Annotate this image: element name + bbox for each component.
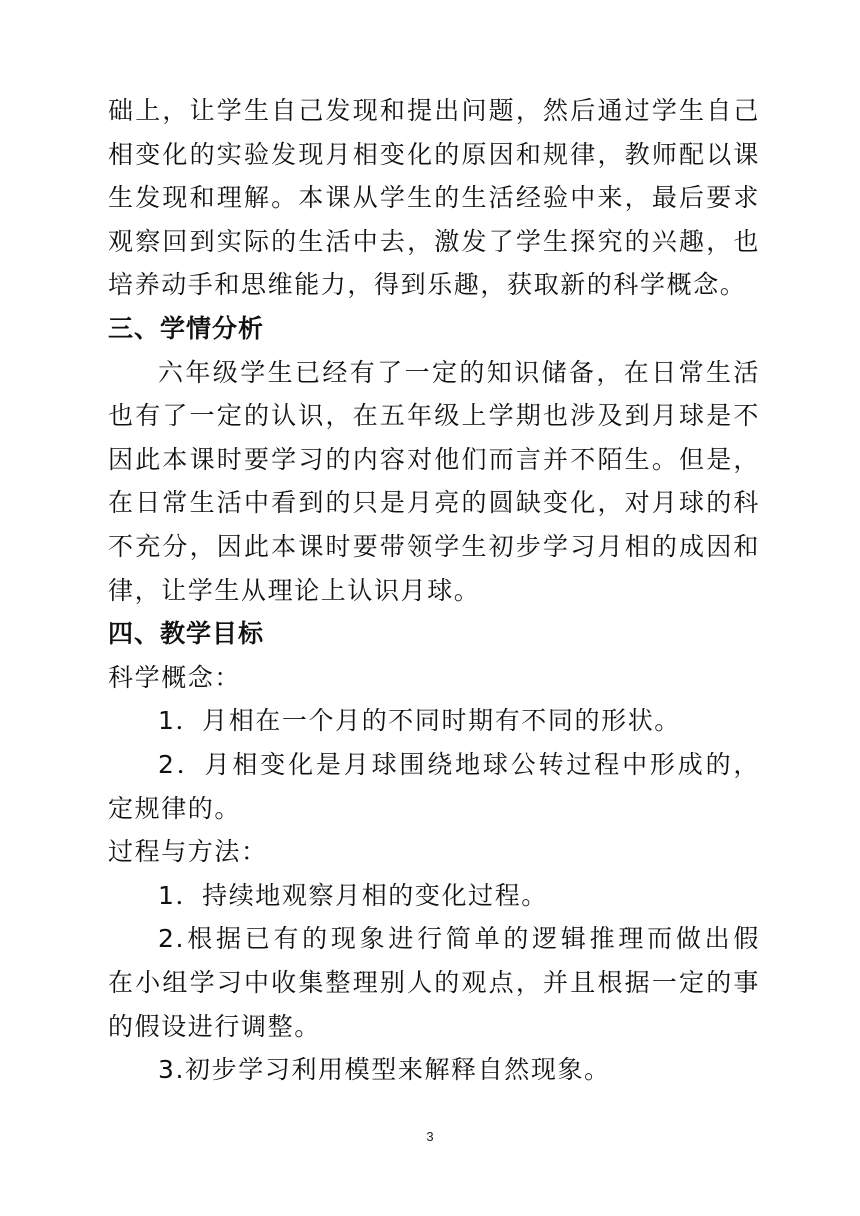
list-item-continuation: 定规律的。: [108, 793, 242, 823]
subsection-label: 科学概念：: [108, 662, 242, 692]
list-item-continuation: 的假设进行调整。: [108, 1011, 321, 1041]
list-item: 2.根据已有的现象进行简单的逻辑推理而做出假: [158, 924, 760, 954]
page-number: 3: [426, 1129, 434, 1144]
paragraph-line: 因此本课时要学习的内容对他们而言并不陌生。但是，: [108, 444, 760, 474]
list-item-continuation: 在小组学习中收集整理别人的观点，并且根据一定的事: [108, 968, 760, 997]
list-item: 2．月相变化是月球围绕地球公转过程中形成的，: [158, 750, 760, 779]
list-item: 1．持续地观察月相的变化过程。: [158, 880, 548, 910]
list-item: 3.初步学习利用模型来解释自然现象。: [158, 1055, 611, 1085]
paragraph-line: 培养动手和思维能力，得到乐趣，获取新的科学概念。: [108, 270, 747, 300]
paragraph-line: 不充分，因此本课时要带领学生初步学习月相的成因和: [108, 532, 760, 561]
subsection-label: 过程与方法：: [108, 837, 268, 867]
paragraph-line: 相变化的实验发现月相变化的原因和规律，教师配以课: [108, 139, 760, 169]
paragraph-line: 在日常生活中看到的只是月亮的圆缺变化，对月球的科: [108, 488, 760, 518]
paragraph-line: 生发现和理解。本课从学生的生活经验中来，最后要求: [108, 183, 760, 213]
section-heading: 四、教学目标: [108, 619, 265, 649]
paragraph-line: 律，让学生从理论上认识月球。: [108, 575, 481, 605]
paragraph-line: 础上，让学生自己发现和提出问题，然后通过学生自己: [108, 96, 760, 125]
list-item: 1．月相在一个月的不同时期有不同的形状。: [158, 706, 681, 736]
section-heading: 三、学情分析: [108, 314, 265, 343]
paragraph-line: 六年级学生已经有了一定的知识储备，在日常生活: [158, 357, 760, 387]
paragraph-line: 也有了一定的认识，在五年级上学期也涉及到月球是不: [108, 401, 760, 431]
paragraph-line: 观察回到实际的生活中去，激发了学生探究的兴趣，也: [108, 226, 760, 256]
